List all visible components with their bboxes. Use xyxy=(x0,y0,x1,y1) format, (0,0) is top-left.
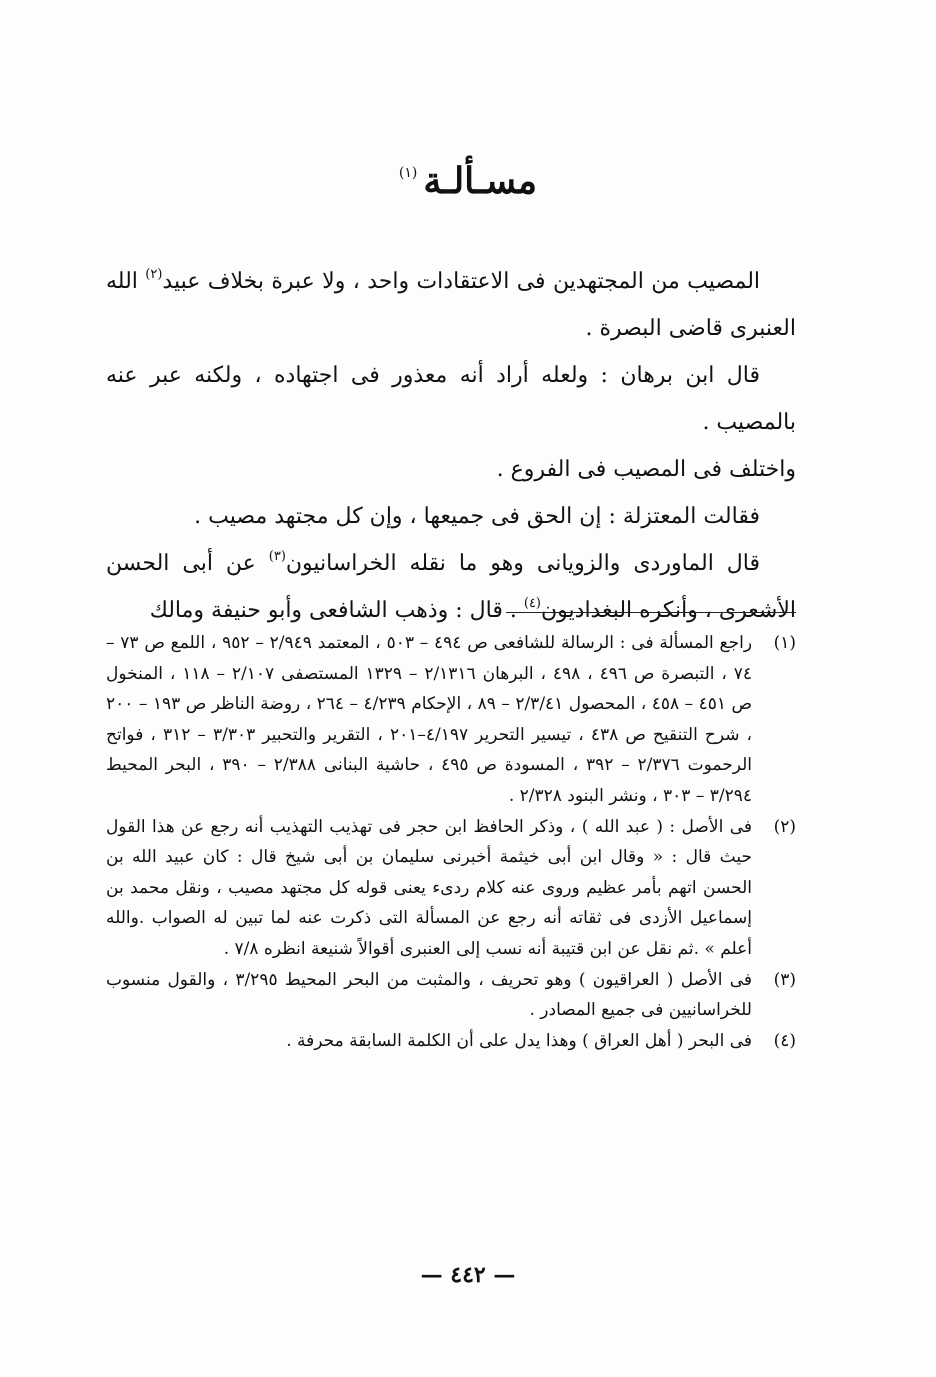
paragraph-4: فقالت المعتزلة : إن الحق فى جميعها ، وإن كل مجتهد مصيب . xyxy=(194,504,760,529)
footnote-text: راجع المسألة فى : الرسالة للشافعى ص ٤٩٤ – ٥٠٣ ، المعتمد ٢/٩٤٩ – ٩٥٢ ، اللمع ص ٧٣ – ٧٤ ، التبصرة ص ٤٩٦ ، ٤٩٨ ، البرهان ٢/١٣١٦ – ١٣٢٩ المستصفى ٢/١٠٧ – ١١٨ ، المنخول ص ٤٥١ – ٤٥٨ ، المحصول ٢/٣/٤١ – ٨٩ ، الإحكام ٤/٢٣٩ – ٢٦٤ ، روضة الناظر ص ١٩٣ – ٢٠٠ ، شرح التنقيح ص ٤٣٨ ، تيسير التحرير ٤/١٩٧–٢٠١ ، التقرير والتحبير ٣/٣٠٣ – ٣١٢ ، فواتح الرحموت ٢/٣٧٦ – ٣٩٢ ، المسودة ص ٤٩٥ ، حاشية البنانى ٢/٣٨٨ – ٣٩٠ ، البحر المحيط ٣/٢٩٤ – ٣٠٣ ، ونشر البنود ٢/٣٢٨ . xyxy=(106,633,753,806)
main-text xyxy=(106,258,796,634)
page-number: — ٤٤٢ — xyxy=(420,1262,516,1288)
footnote-text: فى الأصل : ( عبد الله ) ، وذكر الحافظ ابن حجر فى تهذيب التهذيب أنه رجع عن هذا القول حيث قال : « وقال ابن أبى خيثمة أخبرنى سليمان بن أبى شيخ قال : كان عبيد الله بن الحسن اتهم بأمر عظيم وروى عنه كلام ردىء يعنى قوله كل مجتهد مصيب ، ونقل محمد بن إسماعيل الأزدى فى ثقاته أنه رجع عن المسألة التى ذكرت عنه لما تبين له الصواب .والله أعلم » .ثم نقل عن ابن قتيبة أنه نسب إلى العنبرى أقوالاً شنيعة انظره ٧/٨ . xyxy=(106,816,752,959)
footnote-number: (٤) xyxy=(773,1030,796,1051)
page-title xyxy=(0,160,936,202)
footnote-4 xyxy=(106,1026,796,1057)
footnote-ref-4: (٤) xyxy=(523,596,541,611)
footnote-number: (٢) xyxy=(773,816,796,837)
footnote-separator xyxy=(506,612,796,613)
footnote-text: فى الأصل ( العراقيون ) وهو تحريف ، والمثبت من البحر المحيط ٣/٢٩٥ ، والقول منسوب للخراسانيين فى جميع المصادر . xyxy=(106,969,752,1021)
footnote-ref-3: (٣) xyxy=(268,549,286,564)
footnote-ref-2: (٢) xyxy=(145,267,163,282)
paragraph-5: قال الماوردى والزويانى وهو ما نقله الخراسانيون$^{(٣)}$ عن أبى الحسن الأشعرى ، وأنكره البغداديون$^{(٤)}$ . قال : وذهب الشافعى وأبو حنيفة ومالك xyxy=(106,549,796,623)
paragraph-1: المصيب من المجتهدين فى الاعتقادات واحد ، ولا عبرة بخلاف عبيد$^{(٢)}$ الله العنبرى قاضى البصرة . xyxy=(106,267,796,341)
title-footnote-marker: (١) xyxy=(398,165,418,181)
title-text: مسـألـة xyxy=(423,160,538,202)
footnote-number: (٣) xyxy=(773,969,796,990)
footnote-number: (١) xyxy=(773,633,796,653)
footnote-1 xyxy=(106,628,796,812)
footnote-3 xyxy=(106,965,796,1026)
paragraph-3: واختلف فى المصيب فى الفروع . xyxy=(496,457,796,482)
footnotes xyxy=(106,628,796,1056)
footnote-2 xyxy=(106,812,796,965)
footnote-text: فى البحر ( أهل العراق ) وهذا يدل على أن الكلمة السابقة محرفة . xyxy=(286,1030,752,1051)
paragraph-2: قال ابن برهان : ولعله أراد أنه معذور فى اجتهاده ، ولكنه عبر عنه بالمصيب . xyxy=(106,363,796,435)
